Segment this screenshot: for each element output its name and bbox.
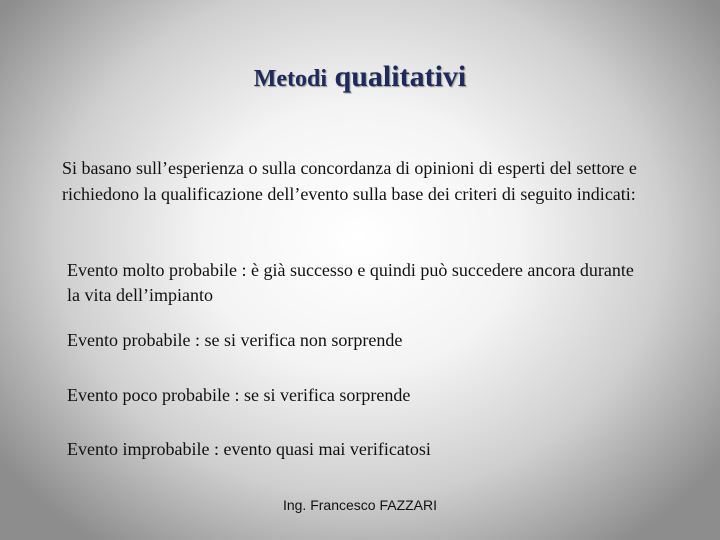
title-part-2: qualitativi [334, 60, 467, 93]
item-desc: : evento quasi mai verificatosi [209, 439, 431, 459]
item-desc: : è già successo e quindi può succedere ancora durante la vita dell’impianto [67, 260, 634, 305]
list-item-improbabile [67, 437, 647, 462]
item-desc: : se si verifica sorprende [229, 385, 411, 405]
list-item-probabile [67, 328, 647, 353]
list-item-molto-probabile [67, 258, 647, 308]
title-part-1: Metodi [253, 66, 328, 92]
item-term: Evento probabile [67, 330, 191, 350]
item-desc: : se si verifica non sorprende [190, 330, 403, 350]
slide-title [0, 60, 720, 94]
item-term: Evento molto probabile [67, 260, 237, 280]
item-term: Evento poco probabile [67, 385, 230, 405]
item-term: Evento improbabile [67, 439, 210, 459]
footer-author: Ing. Francesco FAZZARI [282, 497, 438, 513]
intro-paragraph: Si basano sull’esperienza o sulla concordanza di opinioni di esperti del settore e richiedono la qualificazione dell’evento sulla base dei criteri di seguito indicati: [62, 158, 637, 204]
list-item-poco-probabile [67, 383, 647, 408]
